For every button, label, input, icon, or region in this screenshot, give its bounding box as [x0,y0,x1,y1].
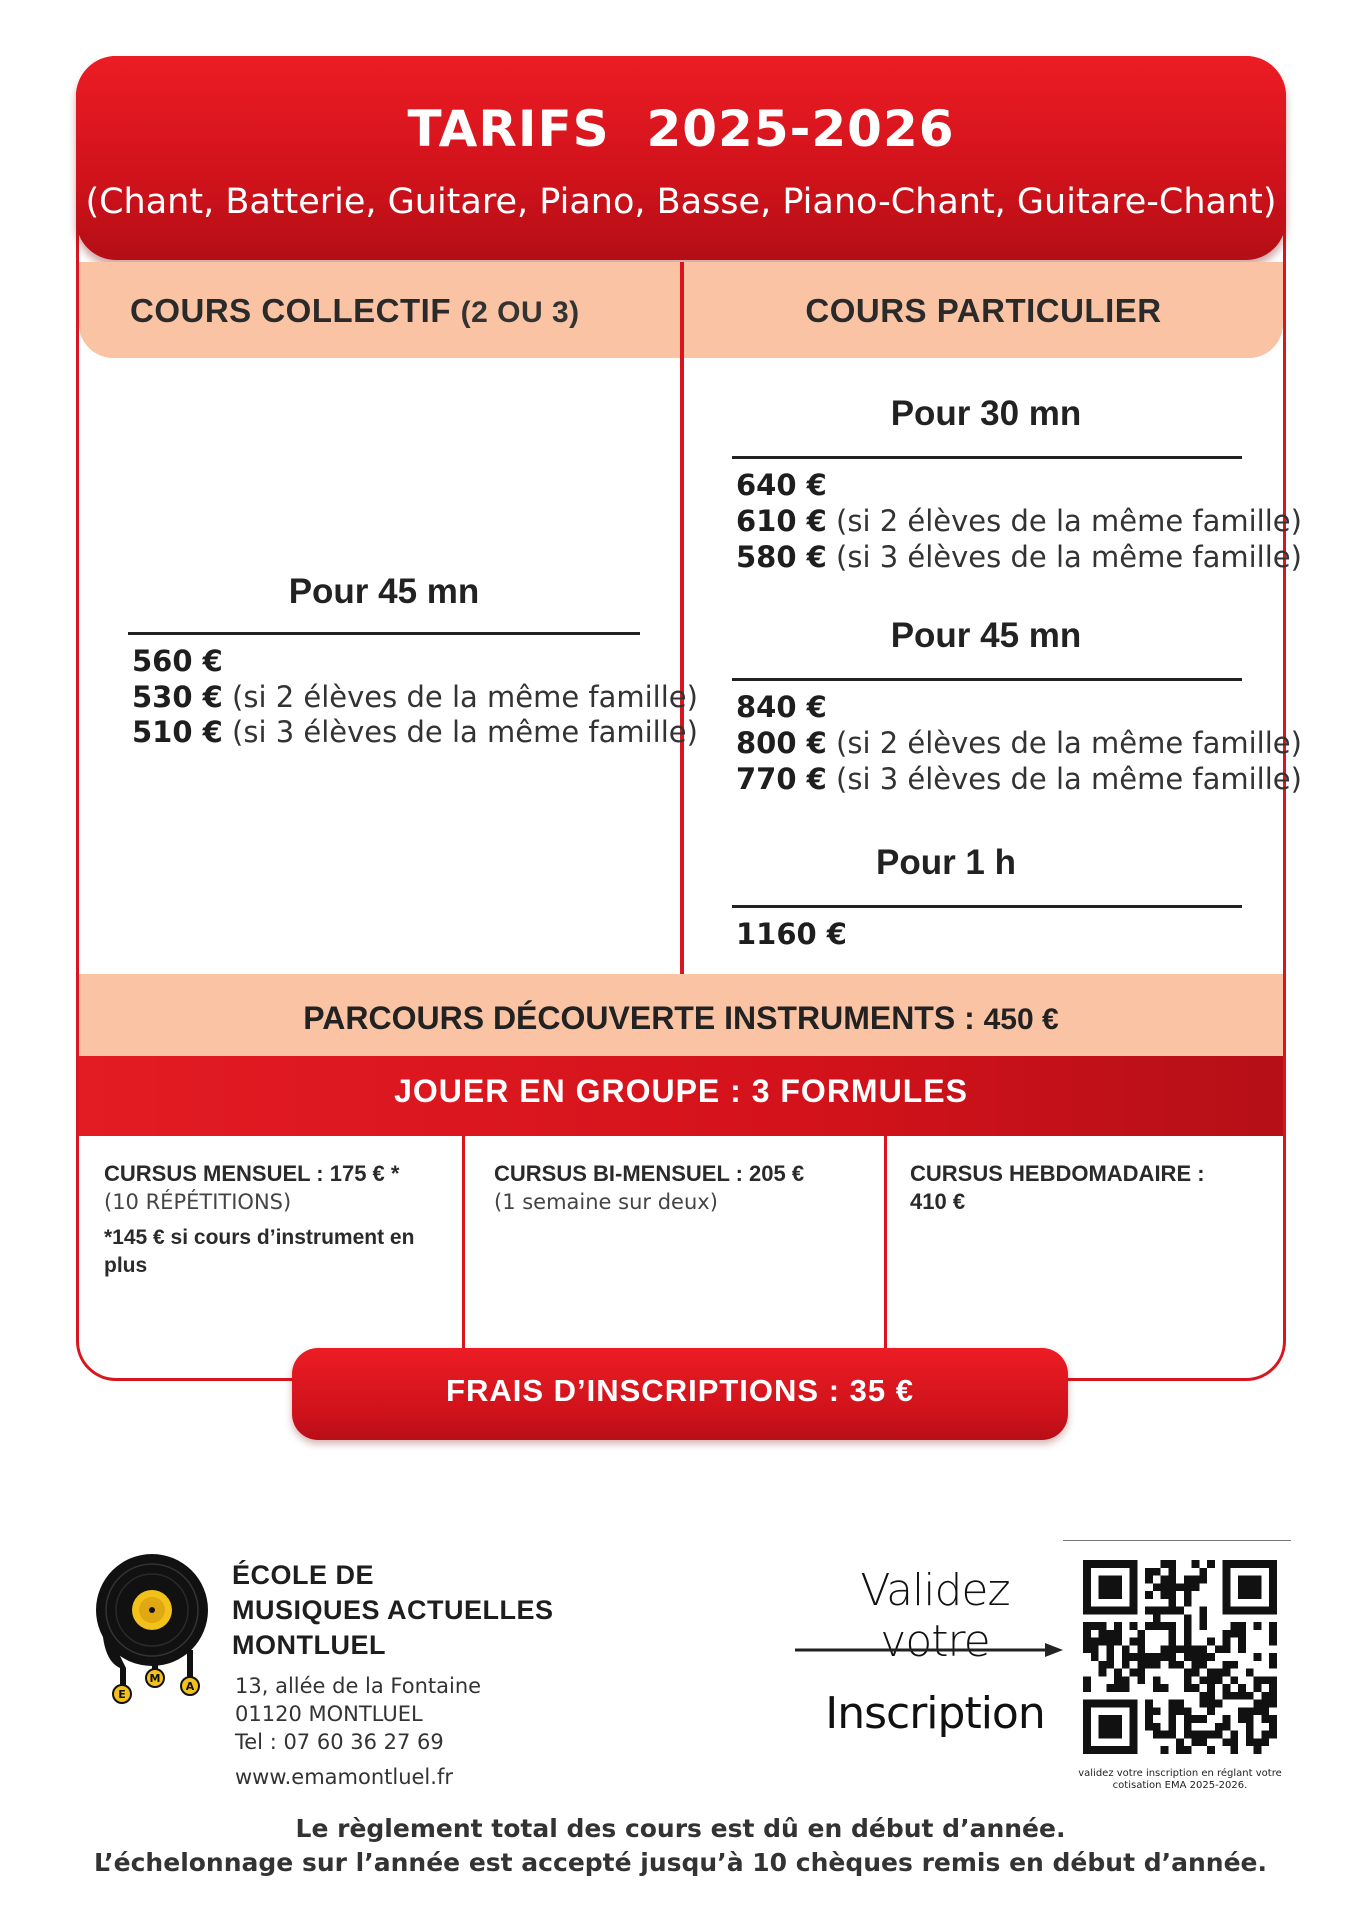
qr-caption: validez votre inscription en réglant votre cotisation EMA 2025-2026. [1078,1768,1282,1791]
title-years: 2025-2026 [646,100,955,158]
decouverte-label: PARCOURS DÉCOUVERTE INSTRUMENTS : [303,1000,975,1036]
ema-logo [92,1550,217,1710]
groupe-title: JOUER EN GROUPE : 3 FORMULES [394,1073,968,1109]
payment-note: Le règlement total des cours est dû en début d’année. [295,1814,1066,1843]
particulier-30-title: Pour 30 mn [890,394,1082,433]
particulier-1h-title: Pour 1 h [875,843,1017,882]
formule-bi-mensuel [494,1160,874,1216]
particulier-price-row: 610 € (si 2 élèves de la même famille) [736,504,1302,538]
arrow-right-icon [795,1640,1065,1660]
collectif-section-title: Pour 45 mn [288,572,480,611]
formule-note: *145 € si cours d’instrument en plus [104,1226,415,1277]
title-label: TARIFS [407,100,610,158]
qr-code-icon[interactable] [1083,1560,1277,1754]
instruments-subtitle: (Chant, Batterie, Guitare, Piano, Basse, Piano-Chant, Guitare-Chant) [85,182,1277,222]
particulier-30-rule [732,456,1242,459]
particulier-45-rule [732,678,1242,681]
header-banner [76,56,1286,260]
particulier-price-row: 640 € [736,468,827,502]
qr-top-line [1063,1540,1291,1541]
collectif-heading-label: COURS COLLECTIF [130,292,451,329]
logo-letter: M [149,1672,161,1685]
particulier-1h-rule [732,905,1242,908]
logo-letter: E [118,1688,126,1701]
groupe-divider [462,1136,465,1348]
frais-text: FRAIS D’INSCRIPTIONS : 35 € [446,1373,914,1408]
column-divider [680,262,684,974]
school-address: 13, allée de la Fontaine 01120 MONTLUEL Tel : 07 60 36 27 69 [235,1674,482,1754]
collectif-rule [128,632,640,635]
formule-title: CURSUS HEBDOMADAIRE : [910,1161,1205,1186]
formule-sub: (1 semaine sur deux) [494,1190,718,1214]
groupe-divider [884,1136,887,1348]
collectif-price-row: 530 € (si 2 élèves de la même famille) [132,680,698,714]
collectif-heading [130,292,580,330]
validez-text: Validez votre [860,1565,1010,1667]
collectif-heading-small: (2 OU 3) [460,296,580,329]
formule-sub: (10 RÉPÉTITIONS) [104,1190,292,1214]
collectif-price-row: 560 € [132,644,223,678]
logo-letter: A [185,1680,195,1693]
particulier-price-row: 1160 € [736,917,847,951]
page-title [76,100,1286,158]
particulier-price-row: 840 € [736,690,827,724]
decouverte-amount: 450 € [983,1003,1059,1036]
particulier-45-title: Pour 45 mn [890,616,1082,655]
formule-title: CURSUS MENSUEL : 175 € * [104,1161,400,1186]
particulier-price-row: 800 € (si 2 élèves de la même famille) [736,726,1302,760]
formule-hebdomadaire [910,1160,1270,1216]
formule-title: CURSUS BI-MENSUEL : 205 € [494,1161,805,1186]
collectif-price-row: 510 € (si 3 élèves de la même famille) [132,715,698,749]
installment-note: L’échelonnage sur l’année est accepté jusqu’à 10 chèques remis en début d’année. [93,1848,1267,1877]
particulier-price-row: 770 € (si 3 élèves de la même famille) [736,762,1302,796]
formule-price: 410 € [910,1189,966,1214]
school-website-link[interactable]: www.emamontluel.fr [235,1765,453,1789]
particulier-heading: COURS PARTICULIER [805,292,1162,329]
particulier-price-row: 580 € (si 3 élèves de la même famille) [736,540,1302,574]
school-name: ÉCOLE DE MUSIQUES ACTUELLES MONTLUEL [232,1560,554,1660]
formule-mensuel [104,1160,444,1280]
decouverte-text [79,1000,1283,1037]
inscription-text: Inscription [825,1688,1045,1739]
